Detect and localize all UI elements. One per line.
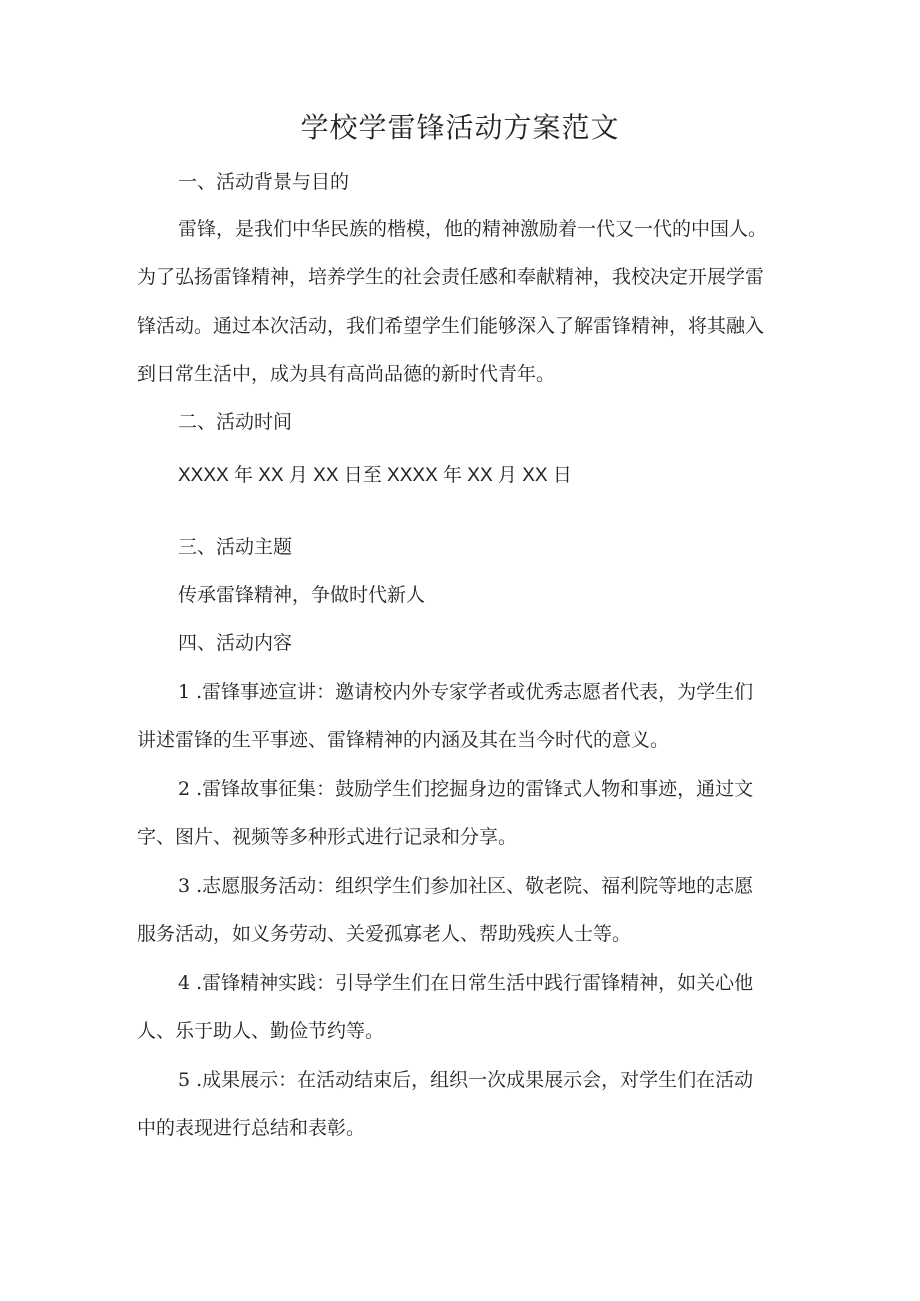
content-item-2-line-1: 2 .雷锋故事征集：鼓励学生们挖掘身边的雷锋式人物和事迹，通过文 xyxy=(178,778,754,800)
section-heading-time: 二、活动时间 xyxy=(178,411,293,433)
content-item-1-line-1: 1 .雷锋事迹宣讲：邀请校内外专家学者或优秀志愿者代表，为学生们 xyxy=(178,681,754,703)
section-heading-content: 四、活动内容 xyxy=(178,632,293,654)
document-title: 学校学雷锋活动方案范文 xyxy=(300,111,620,144)
content-item-1-line-2: 讲述雷锋的生平事迹、雷锋精神的内涵及其在当今时代的意义。 xyxy=(137,729,670,751)
activity-theme: 传承雷锋精神，争做时代新人 xyxy=(178,584,426,606)
paragraph-line: 为了弘扬雷锋精神，培养学生的社会责任感和奉献精神，我校决定开展学雷 xyxy=(137,266,765,288)
content-item-3-line-2: 服务活动，如义务劳动、关爱孤寡老人、帮助残疾人士等。 xyxy=(137,923,632,945)
content-item-5-line-2: 中的表现进行总结和表彰。 xyxy=(137,1117,366,1139)
content-item-3-line-1: 3 .志愿服务活动：组织学生们参加社区、敬老院、福利院等地的志愿 xyxy=(178,875,754,897)
content-item-2-line-2: 字、图片、视频等多种形式进行记录和分享。 xyxy=(137,826,518,848)
content-item-4-line-1: 4 .雷锋精神实践：引导学生们在日常生活中践行雷锋精神，如关心他 xyxy=(178,972,754,994)
content-item-5-line-1: 5 .成果展示：在活动结束后，组织一次成果展示会，对学生们在活动 xyxy=(178,1069,754,1091)
paragraph-line: 雷锋，是我们中华民族的楷模，他的精神激励着一代又一代的中国人。 xyxy=(178,218,768,240)
paragraph-line: 到日常生活中，成为具有高尚品德的新时代青年。 xyxy=(137,363,556,385)
section-heading-theme: 三、活动主题 xyxy=(178,536,293,558)
activity-date-range: XXXX 年 XX 月 XX 日至 XXXX 年 XX 月 XX 日 xyxy=(178,465,572,486)
content-item-4-line-2: 人、乐于助人、勤俭节约等。 xyxy=(137,1020,385,1042)
section-heading-background: 一、活动背景与目的 xyxy=(178,171,350,193)
paragraph-line: 锋活动。通过本次活动，我们希望学生们能够深入了解雷锋精神，将其融入 xyxy=(137,315,765,337)
